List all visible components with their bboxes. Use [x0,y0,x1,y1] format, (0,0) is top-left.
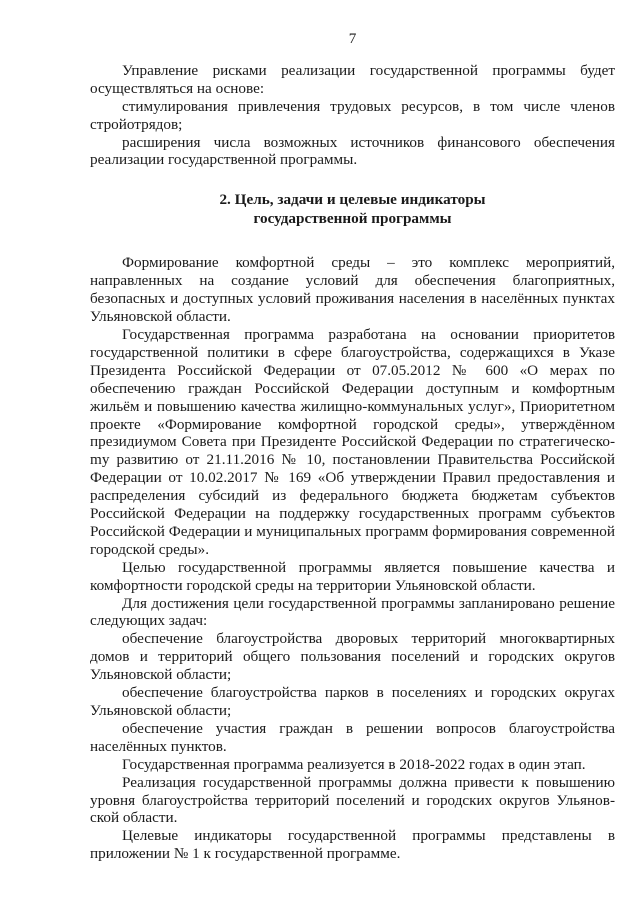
intro-paragraph-3: расширения числа возможных источников финансового обеспечения реализации государственной программы. [90,133,615,169]
body-paragraph-1: Формирование комфортной среды – это комплекс мероприятий, направленных на создание условий для обеспечения благоприятных, безопасных и доступных условий проживания населения в населённых пунктах Ульяновской области. [90,254,615,326]
body-paragraph-5: обеспечение благоустройства дворовых территорий многоквартирных домов и территорий общего пользования поселений и городских округов Ульяновской области; [90,630,615,684]
section-heading-line-1: 2. Цель, задачи и целевые индикаторы [219,191,486,209]
section-heading [90,191,615,228]
body-paragraph-10: Целевые индикаторы государственной программы представлены в приложении № 1 к государственной программе. [90,827,615,863]
body-paragraph-6: обеспечение благоустройства парков в поселениях и городских округах Ульяновской области; [90,684,615,719]
body-paragraph-9: Реализация государственной программы должна привести к повышению уровня благоустройства территорий поселений и городских округов Ульяновской области. [90,773,615,827]
body-paragraph-7: обеспечение участия граждан в решении вопросов благоустройства населённых пунктов. [90,719,615,755]
body-paragraph-8: Государственная программа реализуется в 2018-2022 годах в один этап. [122,755,586,773]
document-page [90,30,615,863]
body-paragraph-3: Целью государственной программы является повышение качества и комфортности городской среды на территории Ульяновской области. [90,558,615,594]
body-paragraph-2: Государственная программа разработана на основании приоритетов государственной политики в сфере благоустройства, содержащихся в Указе Президента Российской Федерации от 07.05.2012 № 600 «О мерах по обеспечению граждан Российской Федерации доступным и комфортным жильём и повышению качества жилищно-коммунальных услуг», Приоритетном проекте «Формирование комфортной городской среды», утверждённом президиумом Совета при Президенте Российской Федерации по стратегическоmy развитию от 21.11.2016 № 10, постановлении Правительства Российской Федерации от 10.02.2017 № 169 «Об утверждении Правил предоставления и распределения субсидий из федерального бюджета бюджетам субъектов Российской Федерации на поддержку государственных программ субъектов Российской Федерации и муниципальных программ формирования современной городской среды». [90,325,615,558]
intro-paragraph-1: Управление рисками реализации государственной программы будет осуществляться на основе: [90,61,615,97]
page-number: 7 [348,30,357,47]
body-paragraph-4: Для достижения цели государственной программы запланировано решение следующих задач: [90,594,615,630]
intro-paragraph-2: стимулирования привлечения трудовых ресурсов, в том числе членов стройотрядов; [90,97,615,133]
section-heading-line-2: государственной программы [253,209,452,227]
